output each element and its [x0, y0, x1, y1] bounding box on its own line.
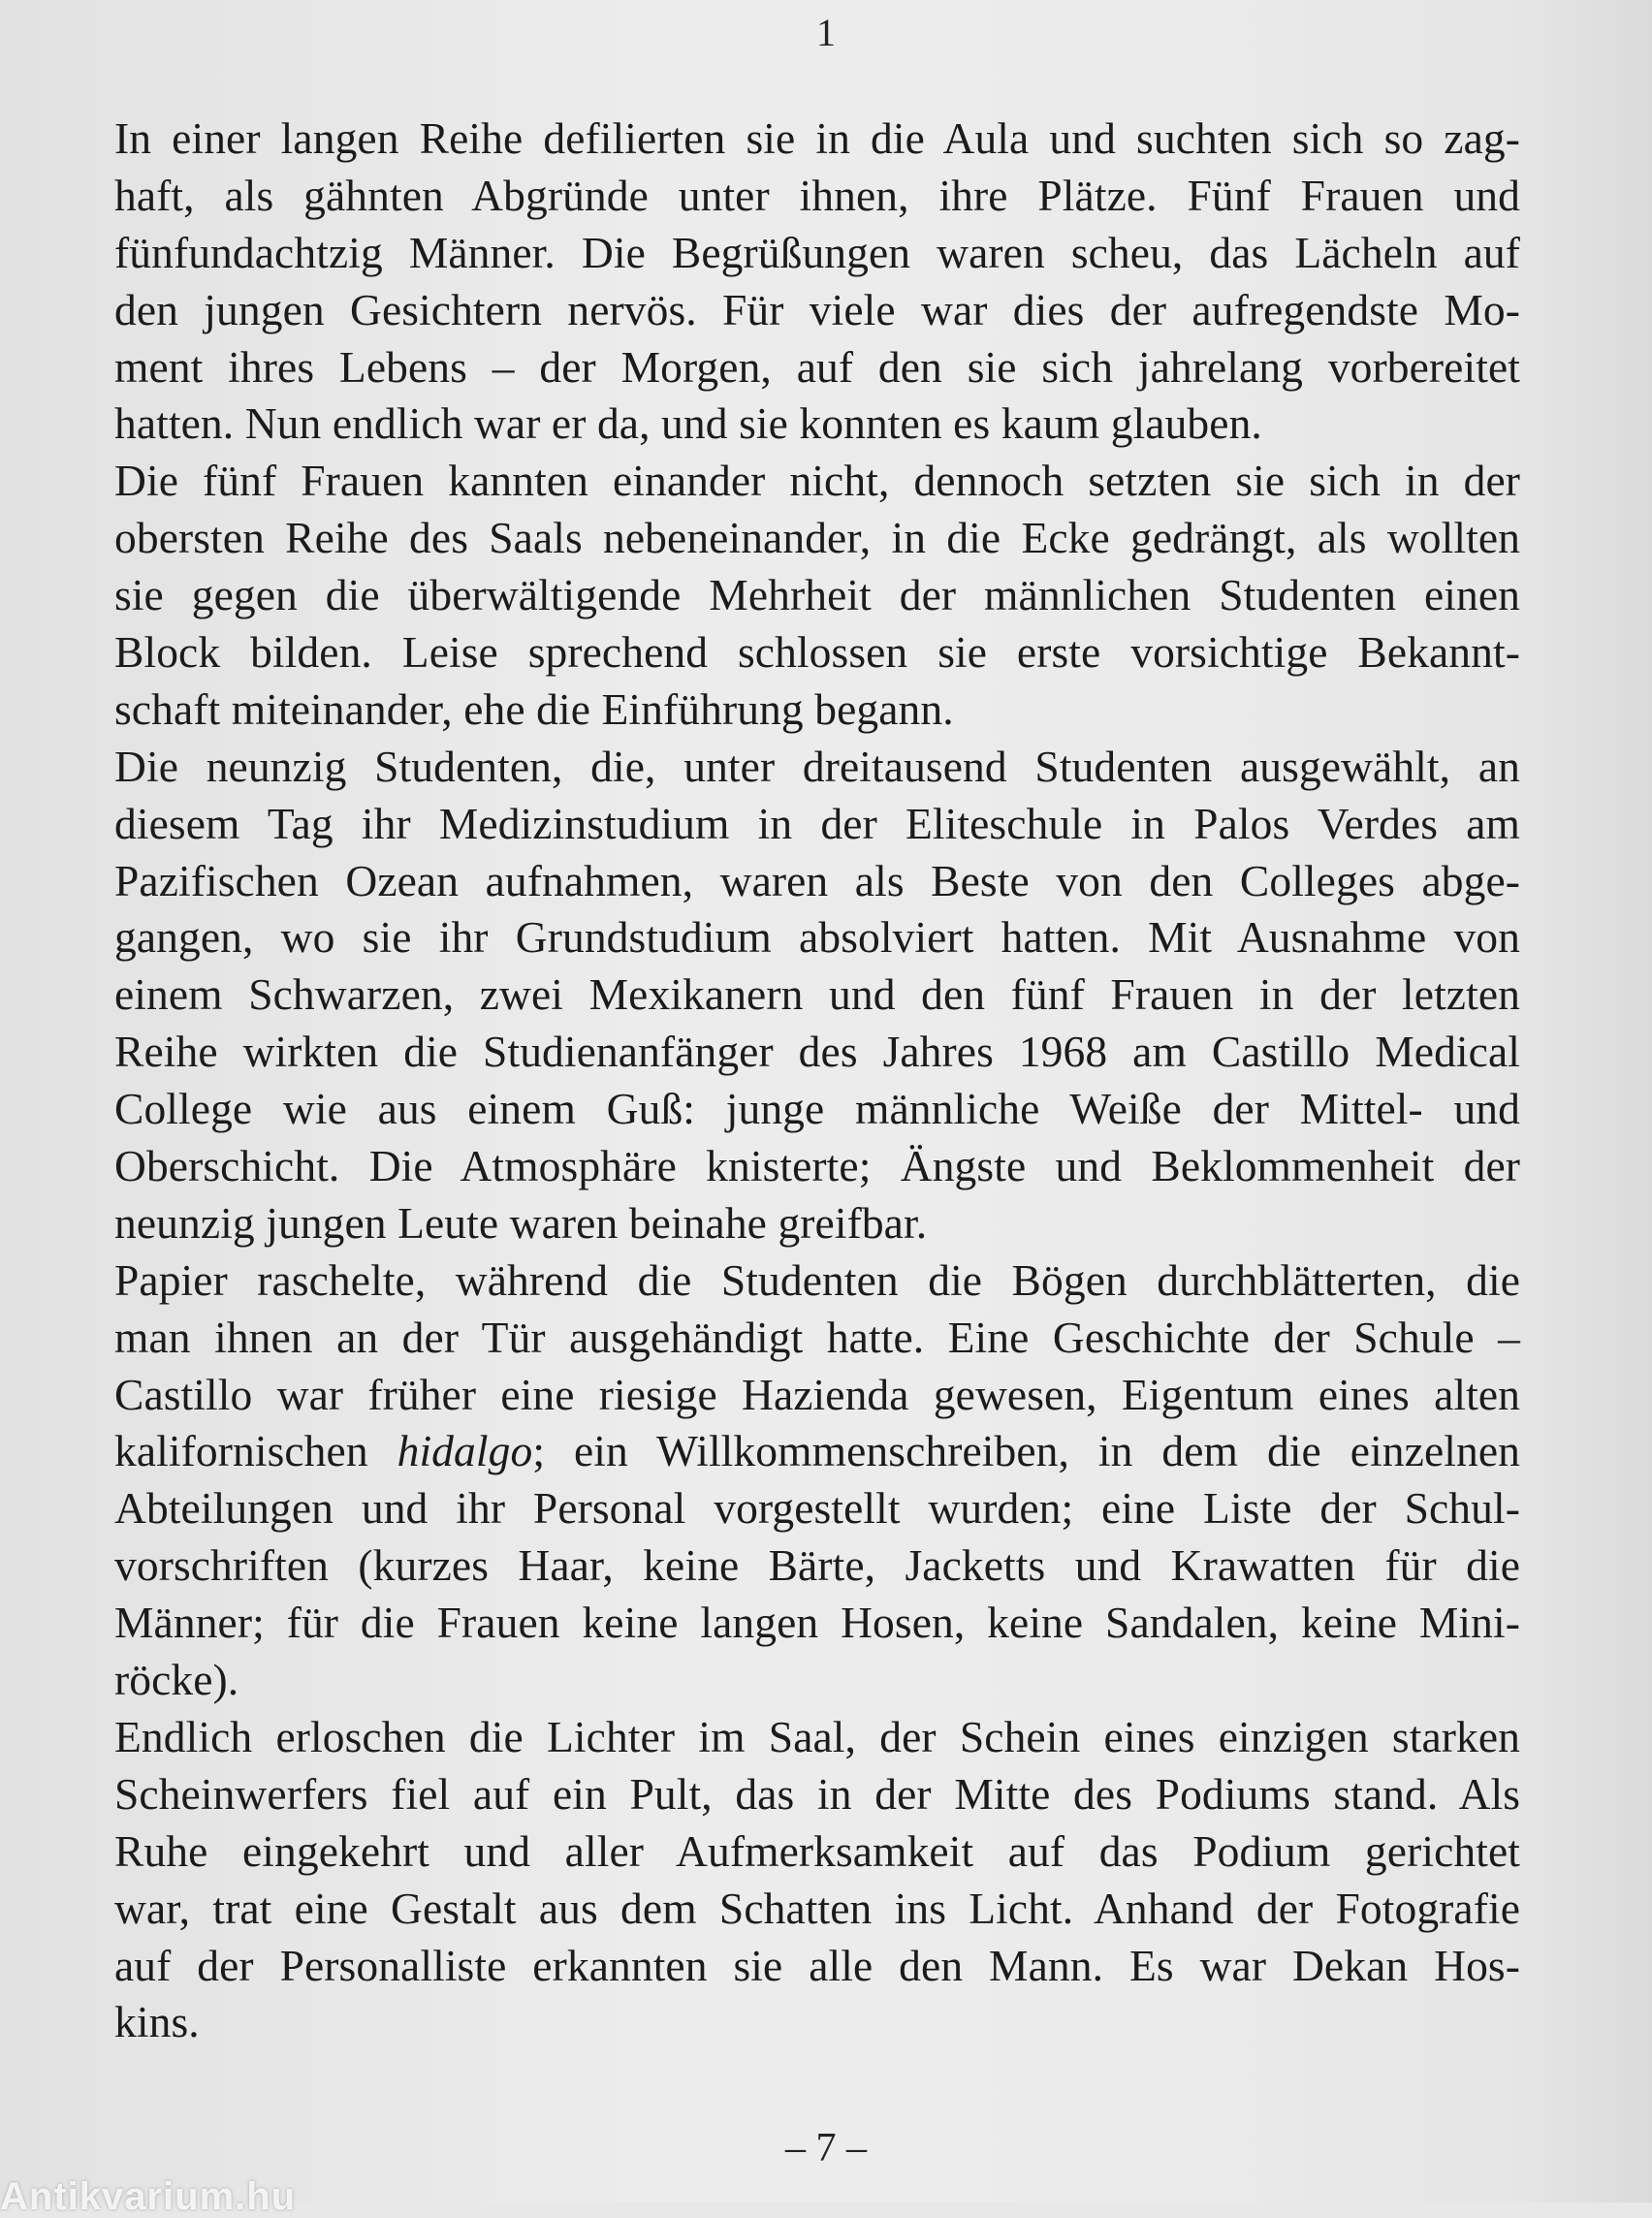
text-line: gangen, wo sie ihr Grundstudium absolviert hatten. Mit Ausnahme von: [114, 912, 1520, 963]
text-line: ment ihres Lebens – der Morgen, auf den sie sich jahrelang vorbereitet: [114, 341, 1520, 392]
text-line: Die neunzig Studenten, die, unter dreitausend Studenten ausgewählt, an: [114, 741, 1520, 791]
text-line: auf der Personalliste erkannten sie alle den Mann. Es war Dekan Hos-: [114, 1940, 1520, 1990]
text-line: man ihnen an der Tür ausgehändigt hatte. Eine Geschichte der Schule –: [114, 1312, 1520, 1362]
watermark: Antikvarium.hu: [0, 2175, 297, 2218]
chapter-number: 1: [816, 11, 836, 54]
text-line: den jungen Gesichtern nervös. Für viele war dies der aufregendste Mo-: [114, 284, 1520, 334]
chapter-body: [114, 111, 1520, 2051]
text-line: haft, als gähnten Abgründe unter ihnen, ihre Plätze. Fünf Frauen und: [114, 170, 1520, 220]
text-line: Abteilungen und ihr Personal vorgestellt wurden; eine Liste der Schul-: [114, 1483, 1520, 1534]
text-line: Ruhe eingekehrt und aller Aufmerksamkeit auf das Podium gerichtet: [114, 1825, 1520, 1876]
page-number: – 7 –: [785, 2126, 867, 2170]
text-line: diesem Tag ihr Medizinstudium in der Eliteschule in Palos Verdes am: [114, 798, 1520, 848]
text-line: Reihe wirkten die Studienanfänger des Jahres 1968 am Castillo Medical: [114, 1027, 1520, 1077]
text-line: Oberschicht. Die Atmosphäre knisterte; Ängste und Beklommenheit der: [114, 1141, 1520, 1191]
text-line: Castillo war früher eine riesige Hazienda gewesen, Eigentum eines alten: [114, 1369, 1520, 1419]
text-line: hatten. Nun endlich war er da, und sie konnten es kaum glauben.: [114, 398, 1262, 449]
text-line: vorschriften (kurzes Haar, keine Bärte, Jacketts und Krawatten für die: [114, 1540, 1520, 1591]
text-segment: kalifornischen: [114, 1426, 397, 1476]
page-edge-shadow: [1526, 0, 1652, 2202]
text-line: Männer; für die Frauen keine langen Hosen, keine Sandalen, keine Mini-: [114, 1598, 1520, 1648]
text-line: Die fünf Frauen kannten einander nicht, dennoch setzten sie sich in der: [114, 456, 1520, 506]
text-line: Papier raschelte, während die Studenten die Bögen durchblätterten, die: [114, 1254, 1520, 1305]
text-line: Pazifischen Ozean aufnahmen, waren als Beste von den Colleges abge-: [114, 855, 1520, 905]
text-line: Scheinwerfers fiel auf ein Pult, das in der Mitte des Podiums stand. Als: [114, 1768, 1520, 1819]
text-line: fünfundachtzig Männer. Die Begrüßungen waren scheu, das Lächeln auf: [114, 227, 1520, 277]
text-line: obersten Reihe des Saals nebeneinander, in die Ecke gedrängt, als wollten: [114, 513, 1520, 563]
text-line: röcke).: [114, 1655, 239, 1705]
text-line: College wie aus einem Guß: junge männliche Weiße der Mittel- und: [114, 1084, 1520, 1134]
text-line: sie gegen die überwältigende Mehrheit der männlichen Studenten einen: [114, 570, 1520, 620]
text-line: einem Schwarzen, zwei Mexikanern und den fünf Frauen in der letzten: [114, 969, 1520, 1020]
text-line: schaft miteinander, ehe die Einführung begann.: [114, 683, 954, 734]
text-line: Endlich erloschen die Lichter im Saal, der Schein eines einzigen starken: [114, 1711, 1520, 1761]
italic-word: hidalgo: [397, 1426, 533, 1476]
text-line: kins.: [114, 1997, 200, 2047]
text-line-with-italic: [114, 1423, 1520, 1480]
text-line: war, trat eine Gestalt aus dem Schatten ins Licht. Anhand der Fotografie: [114, 1883, 1520, 1933]
text-line: In einer langen Reihe defilierten sie in die Aula und suchten sich so zag-: [114, 113, 1520, 163]
text-segment: ; ein Willkommenschreiben, in dem die einzelnen: [532, 1426, 1520, 1476]
text-line: neunzig jungen Leute waren beinahe greifbar.: [114, 1197, 928, 1248]
text-line: Block bilden. Leise sprechend schlossen sie erste vorsichtige Bekannt-: [114, 627, 1520, 678]
